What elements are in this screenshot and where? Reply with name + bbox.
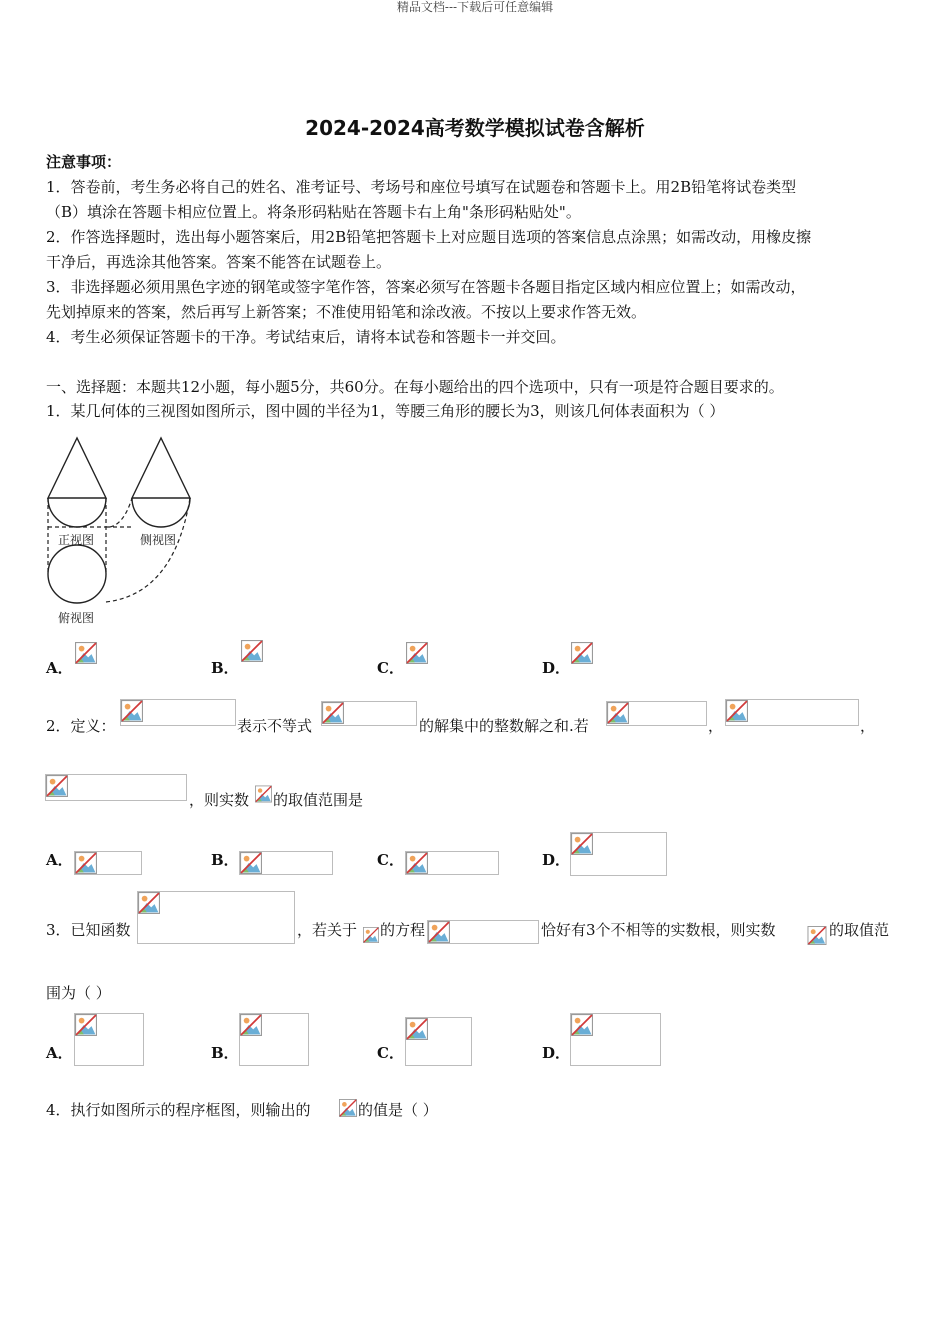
image-icon: [571, 1014, 593, 1036]
notice-line-4: 干净后，再选涂其他答案。答案不能答在试题卷上。: [46, 253, 392, 271]
image-icon: [240, 1014, 262, 1036]
q3-text-5: 的取值范: [829, 921, 890, 939]
q4-text-1: 4．执行如图所示的程序框图，则输出的: [46, 1101, 311, 1119]
q2-variable-image-icon: [255, 785, 272, 803]
q2-option-d-image: [570, 832, 667, 876]
q2-option-c-label: C．: [377, 851, 404, 869]
q2-formula-image-2: [321, 701, 417, 726]
q2-option-d-label: D．: [542, 851, 571, 869]
image-icon: [726, 700, 748, 722]
q1-stem: 1．某几何体的三视图如图所示，图中圆的半径为1，等腰三角形的腰长为3，则该几何体表面积为（ ）: [46, 402, 725, 420]
q1-option-b-label: B．: [211, 659, 239, 677]
q2-formula-image-4: [725, 699, 859, 726]
q2-option-b-label: B．: [211, 851, 239, 869]
notice-line-1: 1．答卷前，考生务必将自己的姓名、准考证号、考场号和座位号填写在试题卷和答题卡上。用2B铅笔将试卷类型: [46, 178, 797, 196]
q2-formula-image-5: [45, 774, 187, 801]
q2-option-a-label: A．: [46, 851, 73, 869]
q2-formula-image-1: [120, 699, 236, 726]
image-icon: [46, 775, 68, 797]
q3-option-c-image: [405, 1017, 472, 1066]
top-view-label: 俯视图: [58, 611, 95, 625]
q3-option-a-image: [74, 1013, 144, 1066]
q4-text-2: 的值是（ ）: [358, 1101, 438, 1119]
image-icon: [75, 852, 97, 874]
q2-text-5: ，: [860, 717, 876, 735]
q2-text-3: 的解集中的整数解之和.若: [419, 717, 589, 735]
image-icon: [240, 852, 262, 874]
notice-line-5: 3．非选择题必须用黑色字迹的钢笔或签字笔作答，答案必须写在答题卡各题目指定区域内相应位置上；如需改动，: [46, 278, 806, 296]
q1-option-a-label: A．: [46, 659, 73, 677]
q3-function-image: [137, 891, 295, 944]
q3-option-d-label: D．: [542, 1044, 571, 1062]
q3-text-3: 的方程: [380, 921, 426, 939]
q3-option-d-image: [570, 1013, 661, 1066]
notice-line-7: 4．考生必须保证答题卡的干净。考试结束后，请将本试卷和答题卡一并交回。: [46, 328, 566, 346]
image-icon: [406, 1018, 428, 1040]
image-icon: [138, 892, 160, 914]
q1-option-c-label: C．: [377, 659, 404, 677]
image-icon: [322, 702, 344, 724]
image-icon: [75, 1014, 97, 1036]
q1-option-d-label: D．: [542, 659, 571, 677]
q3-text-6: 围为（ ）: [46, 984, 111, 1002]
q3-text-4: 恰好有3个不相等的实数根，则实数: [541, 921, 776, 939]
q2-text-7: 的取值范围是: [273, 791, 364, 809]
q3-variable-x-image-icon: [363, 926, 379, 944]
q2-formula-image-3: [606, 701, 707, 726]
three-view-figure: [44, 434, 196, 626]
q1-option-b-image-icon: [239, 640, 265, 662]
q3-option-a-label: A．: [46, 1044, 73, 1062]
q2-option-b-image: [239, 851, 333, 875]
q2-text-4: ，: [708, 717, 724, 735]
q2-text-2: 表示不等式: [237, 717, 313, 735]
q3-option-c-label: C．: [377, 1044, 404, 1062]
q2-option-c-image: [405, 851, 499, 875]
q1-option-c-image-icon: [405, 642, 429, 664]
q3-option-b-label: B．: [211, 1044, 239, 1062]
image-icon: [406, 852, 428, 874]
page-header: 精品文档---下载后可任意编辑: [396, 0, 554, 14]
q1-option-d-image-icon: [570, 642, 594, 664]
notice-line-3: 2．作答选择题时，选出每小题答案后，用2B铅笔把答题卡上对应题目选项的答案信息点涂黑；如需改动，用橡皮擦: [46, 228, 812, 246]
q3-option-b-image: [239, 1013, 309, 1066]
image-icon: [428, 921, 450, 943]
notice-line-6: 先划掉原来的答案，然后再写上新答案；不准使用铅笔和涂改液。不按以上要求作答无效。: [46, 303, 647, 321]
q2-text-6: ，则实数: [189, 791, 250, 809]
q3-variable-image-icon: [806, 926, 828, 945]
image-icon: [607, 702, 629, 724]
side-view-label: 侧视图: [140, 533, 177, 547]
image-icon: [571, 833, 593, 855]
notice-heading: 注意事项：: [46, 153, 122, 171]
notice-line-2: （B）填涂在答题卡相应位置上。将条形码粘贴在答题卡右上角"条形码粘贴处"。: [46, 203, 581, 221]
q2-text-1: 2．定义：: [46, 717, 116, 735]
q3-text-2: ，若关于: [297, 921, 358, 939]
q1-option-a-image-icon: [74, 642, 98, 664]
section-1-heading: 一、选择题：本题共12小题，每小题5分，共60分。在每小题给出的四个选项中，只有一项是符合题目要求的。: [46, 378, 784, 396]
front-view-label: 正视图: [58, 533, 95, 547]
image-icon: [121, 700, 143, 722]
q3-text-1: 3．已知函数: [46, 921, 131, 939]
q4-variable-image-icon: [339, 1098, 357, 1118]
exam-title: 2024-2024高考数学模拟试卷含解析: [305, 116, 645, 140]
q2-option-a-image: [74, 851, 142, 875]
q3-equation-image: [427, 920, 539, 944]
